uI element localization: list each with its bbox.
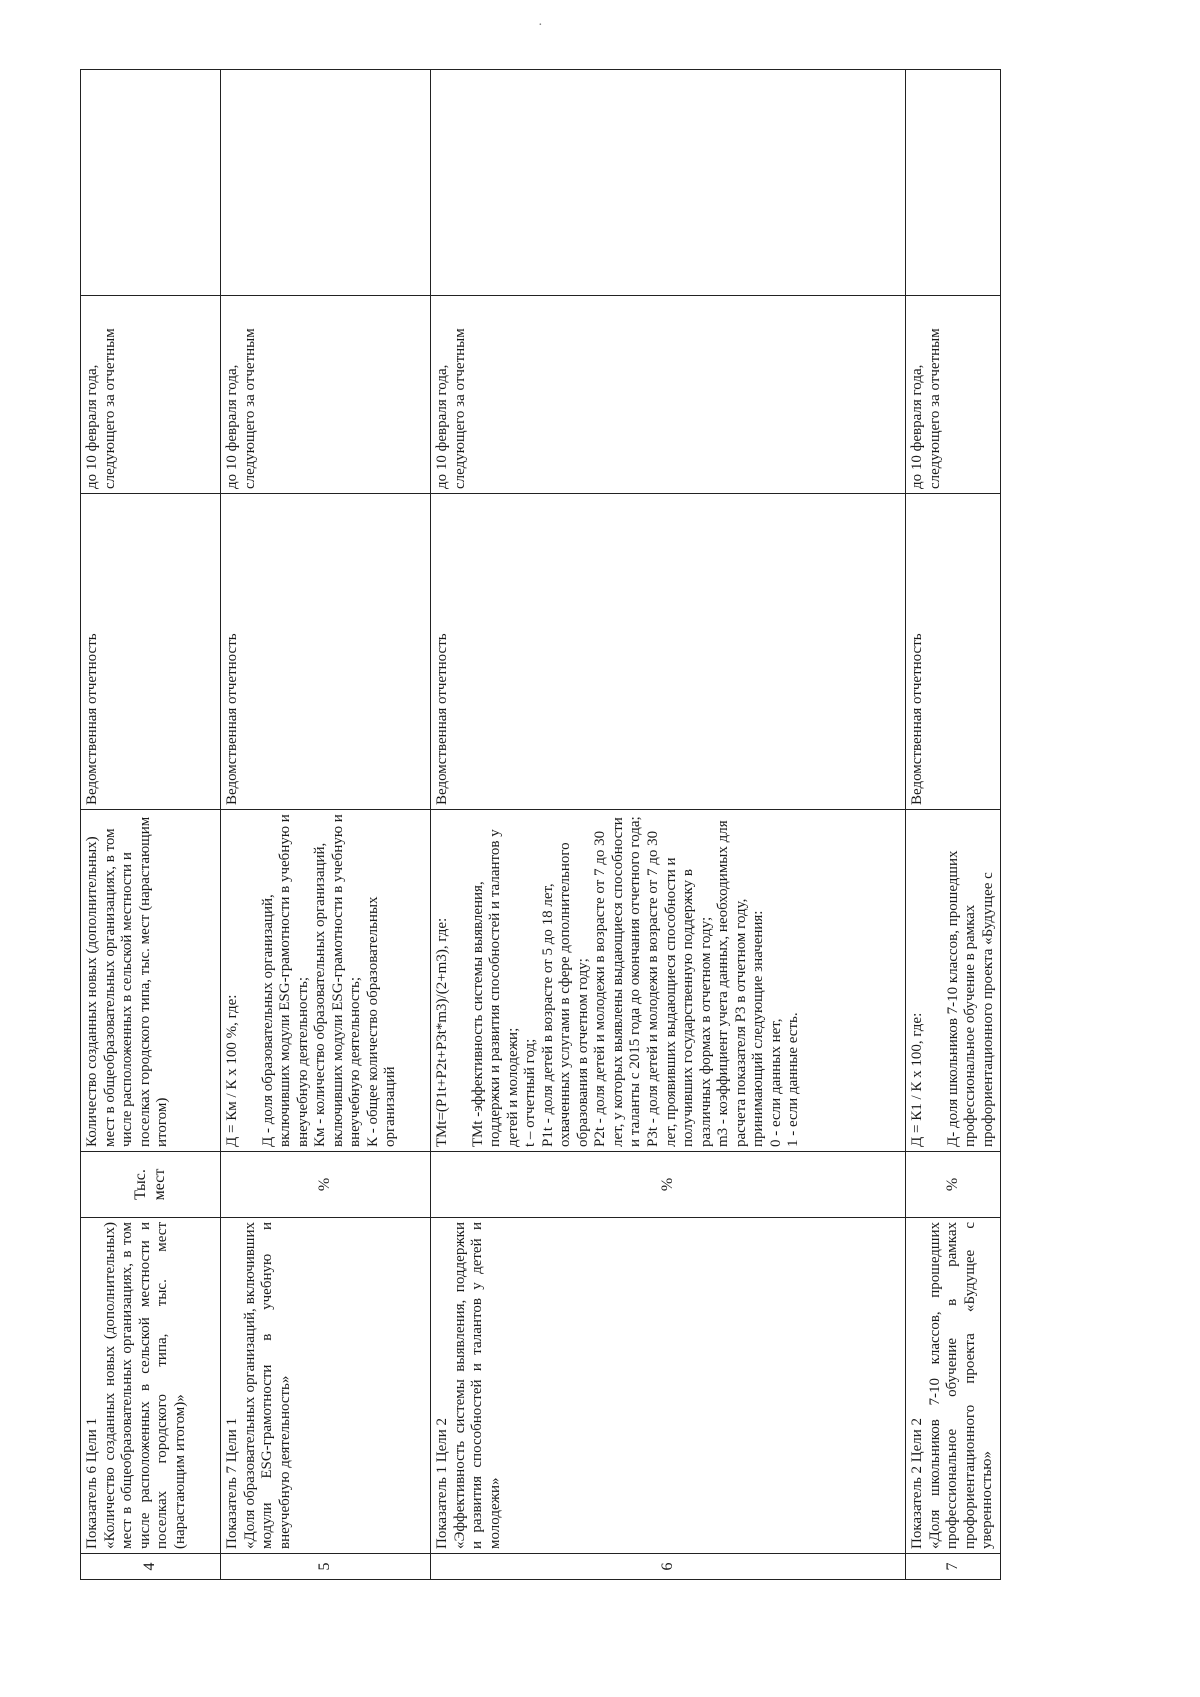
- unit-cell: %: [431, 1152, 906, 1218]
- method-line: Д = Км / К х 100 %, где:: [224, 994, 240, 1147]
- empty-cell: [906, 70, 1001, 296]
- row-number: 5: [221, 1554, 431, 1580]
- deadline-cell: до 10 февраля года, следующего за отчетным: [221, 296, 431, 494]
- indicator-title: «Доля школьников 7-10 классов, прошедших профессиональное обучение в рамках профориентационного проекта «Будущее с уверенностью»: [926, 1222, 996, 1549]
- method-cell: [81, 810, 221, 1152]
- unit-cell: Тыс. мест: [81, 1152, 221, 1218]
- row-number: 7: [906, 1554, 1001, 1580]
- method-line: t – отчетный год;: [522, 1038, 539, 1147]
- method-line: P1t - доля детей в возрасте от 5 до 18 лет, охваченных услугами в сфере дополнительного образования в отчетном году;: [539, 842, 591, 1147]
- unit-cell: %: [221, 1152, 431, 1218]
- row-number: 4: [81, 1554, 221, 1580]
- method-line: m3 - коэффициент учета данных, необходимых для расчета показателя P3 в отчетном году, принимающий следующие значения:: [715, 820, 767, 1147]
- deadline-cell: до 10 февраля года, следующего за отчетным: [81, 296, 221, 494]
- indicator-label: Показатель 1 Цели 2: [434, 1417, 450, 1549]
- unit-cell: %: [906, 1152, 1001, 1218]
- method-line: К - общее количество образовательных организаций: [364, 896, 399, 1147]
- method-line: P3t - доля детей и молодежи в возрасте от 7 до 30 лет, проявивших выдающиеся способности и получивших государственную поддержку в различных формах в отчетном году;: [645, 830, 714, 1147]
- method-gap: [927, 814, 945, 1147]
- method-cell: [221, 810, 431, 1152]
- source-cell: Ведомственная отчетность: [221, 494, 431, 810]
- indicator-title: «Эффективность системы выявления, поддержки и развития способностей и талантов у детей и молодежи»: [451, 1222, 503, 1549]
- indicator-label: Показатель 6 Цели 1: [84, 1417, 100, 1549]
- indicator-title: «Количество созданных новых (дополнительных) мест в общеобразовательных организациях, в том числе расположенных в сельской местности и поселках городского типа, тыс. мест (нарастающим итогом)»: [101, 1222, 188, 1549]
- source-cell: Ведомственная отчетность: [906, 494, 1001, 810]
- empty-cell: [431, 70, 906, 296]
- method-gap: [452, 814, 470, 1147]
- empty-cell: [81, 70, 221, 296]
- indicator-name-cell: [906, 1218, 1001, 1554]
- method-line: ТМt=(P1t+P2t+P3t*m3)/(2+m3), где:: [434, 917, 450, 1147]
- method-line: Д = К1 / К х 100, где:: [909, 1012, 925, 1147]
- method-line: 0 - если данных нет,: [767, 1018, 784, 1147]
- indicator-name-cell: [431, 1218, 906, 1554]
- indicator-table: [80, 69, 1001, 1580]
- method-line: 1 - если данные есть.: [785, 1012, 802, 1147]
- method-gap: [242, 814, 260, 1147]
- method-line: Количество созданных новых (дополнительных) мест в общеобразовательных организациях, в том числе расположенных в сельской местности и поселках городского типа, тыс. мест (нарастающим итогом): [84, 816, 171, 1147]
- method-line: Д - доля образовательных организаций, включивших модули ESG-грамотности в учебную и внеучебную деятельность;: [259, 814, 311, 1147]
- row-number: 6: [431, 1554, 906, 1580]
- rotated-indicator-table: [80, 70, 996, 1580]
- deadline-cell: до 10 февраля года, следующего за отчетным: [906, 296, 1001, 494]
- indicator-title: «Доля образовательных организаций, включивших модули ESG-грамотности в учебную и внеучебную деятельность»: [241, 1222, 293, 1549]
- method-line: P2t - доля детей и молодежи в возрасте от 7 до 30 лет, у которых выявлены выдающиеся способности и таланты с 2015 года до окончания отчетного года;: [592, 816, 644, 1147]
- indicator-name-cell: [221, 1218, 431, 1554]
- indicator-name-cell: [81, 1218, 221, 1554]
- indicator-label: Показатель 7 Цели 1: [224, 1417, 240, 1549]
- method-line: Д- доля школьников 7-10 классов, прошедших профессиональное обучение в рамках профориентационного проекта «Будущее с: [944, 850, 996, 1147]
- method-line: ТМt -эффективность системы выявления, поддержки и развития способностей и талантов у детей и молодежи;: [469, 829, 521, 1147]
- table-row: [906, 70, 1001, 1580]
- scan-mark: ·: [538, 18, 543, 33]
- method-cell: [906, 810, 1001, 1152]
- empty-cell: [221, 70, 431, 296]
- deadline-cell: до 10 февраля года, следующего за отчетным: [431, 296, 906, 494]
- source-cell: Ведомственная отчетность: [81, 494, 221, 810]
- method-line: Км - количество образовательных организаций, включивших модули ESG-грамотности в учебную и внеучебную деятельность;: [312, 814, 364, 1147]
- table-row: [81, 70, 221, 1580]
- table-row: [431, 70, 906, 1580]
- method-cell: [431, 810, 906, 1152]
- source-cell: Ведомственная отчетность: [431, 494, 906, 810]
- indicator-label: Показатель 2 Цели 2: [909, 1417, 925, 1549]
- table-row: [221, 70, 431, 1580]
